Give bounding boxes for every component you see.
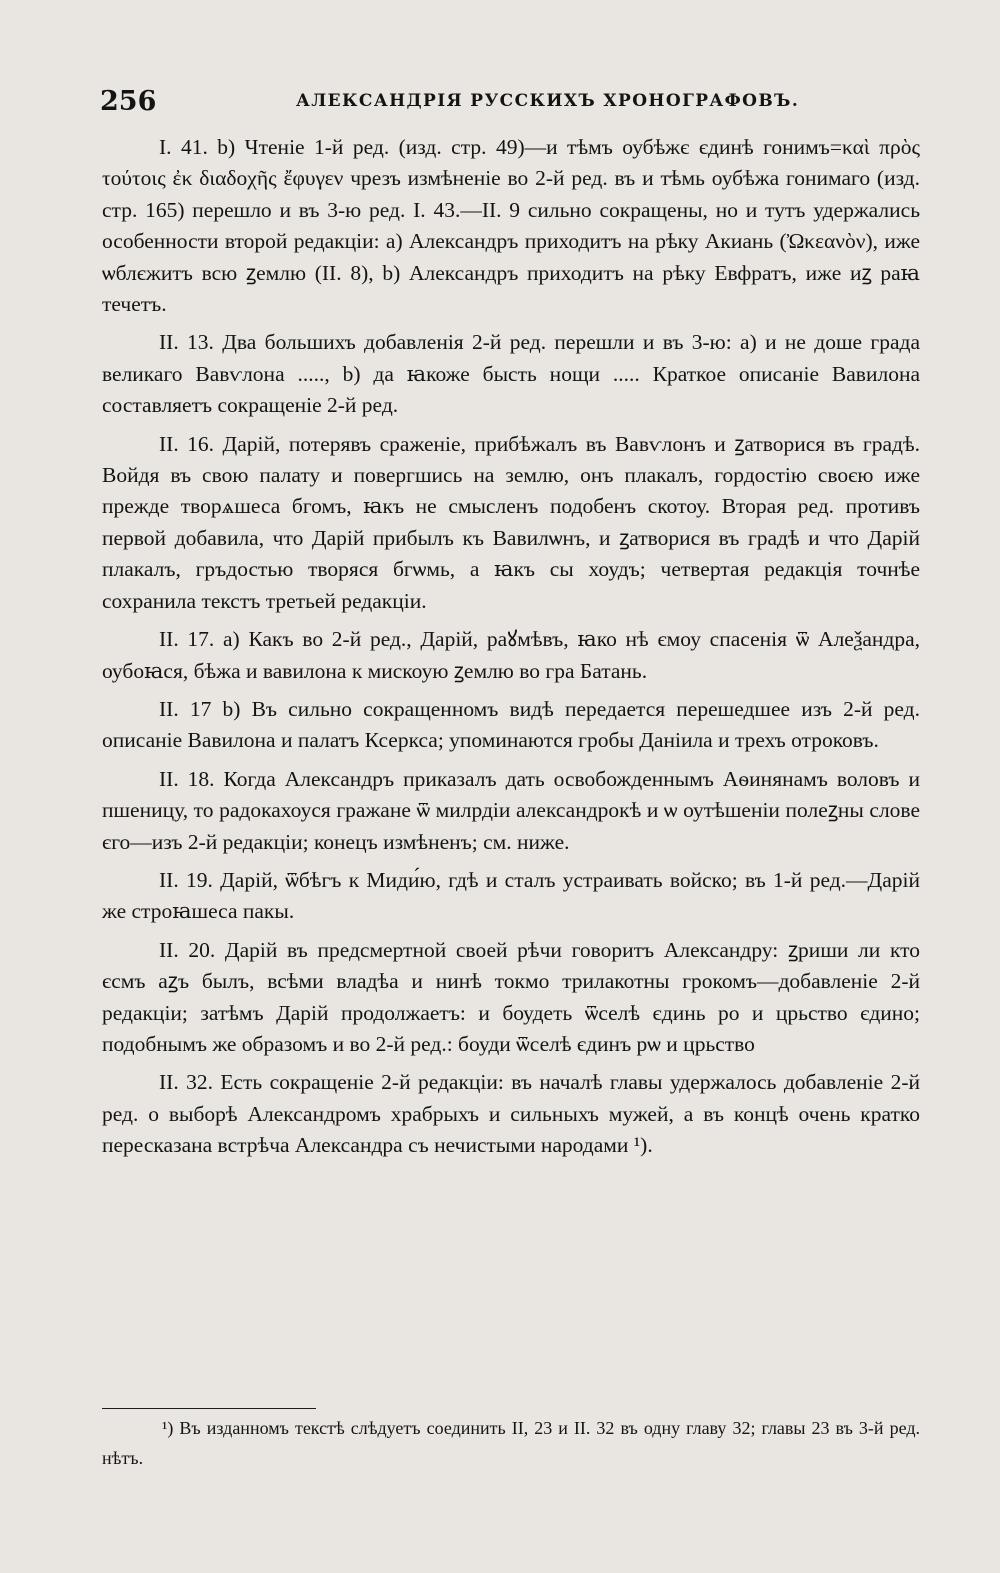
paragraph-i-41: I. 41. b) Чтеніе 1-й ред. (изд. стр. 49)—и тѣмъ оубѣжє єдинѣ гонимъ=καὶ πρὸς τούτοις ἐκ διαδοχῆς ἔφυγεν чрезъ измѣненіе во 2-й ред. въ и тѣмь оубѣжа гонимаго (изд. стр. 165) перешло и въ 3-ю ред. I. 43.—II. 9 сильно сокращены, но и тутъ удержались особенности второй редакціи: а) Александръ приходитъ на рѣку Акиань (Ὠκεανὸν), иже ѡблєжитъ всю ꙁемлю (II. 8), b) Александръ приходитъ на рѣку Евфратъ, иже иꙁ раꙗ течетъ. (102, 135, 920, 317)
paragraph-ii-32: II. 32. Есть сокращеніе 2-й редакціи: въ началѣ главы удержалось добавленіе 2-й ред. о выборѣ Александромъ храбрыхъ и сильныхъ мужей, а въ концѣ очень кратко пересказана встрѣча Александра съ нечистыми народами ¹). (102, 1070, 920, 1158)
footnotes (102, 1413, 920, 1473)
paragraph-ii-13: II. 13. Два большихъ добавленія 2-й ред. перешли и въ 3-ю: а) и не доше града великаго Вавѵлона ....., b) да ꙗкоже бысть нощи ..... Краткое описаніе Вавилона составляетъ сокращеніе 2-й ред. (102, 330, 920, 418)
paragraph-ii-17b: II. 17 b) Въ сильно сокращенномъ видѣ передается перешедшее изъ 2-й ред. описаніе Вавилона и палатъ Ксеркса; упоминаются гробы Даніила и трехъ отроковъ. (102, 696, 920, 753)
paragraph-ii-20: II. 20. Дарій въ предсмертной своей рѣчи говоритъ Александру: ꙁриши ли кто єсмъ аꙁъ былъ, всѣми владѣа и нинѣ токмо трилакотны грокомъ—добавленіе 2-й редакціи; затѣмъ Дарій продолжаетъ: и боудеть ѿселѣ єдинь ро и црьство єдино; подобнымъ же образомъ и во 2-й ред.: боуди ѿселѣ єдинъ рѡ и црьство (102, 937, 920, 1056)
paragraph-ii-17a: II. 17. а) Какъ во 2-й ред., Дарій, раꙋмѣвъ, ꙗко нѣ ємоу спасенія ѿ Алеѯандра, оубоꙗся, бѣжа и вавилона к мискоую ꙁемлю во гра Батань. (102, 627, 920, 683)
footnote-1: ¹) Въ изданномъ текстѣ слѣдуетъ соединить II, 23 и II. 32 въ одну главу 32; главы 23 въ 3-й ред. нѣтъ. (102, 1418, 920, 1468)
main-text (102, 132, 920, 1169)
paragraph-ii-19: II. 19. Дарій, ѿбѣгъ к Миди́ю, гдѣ и сталъ устраивать войско; въ 1-й ред.—Дарій же строꙗшеса пакы. (102, 867, 920, 924)
page-number: 256 (100, 86, 157, 117)
page-header (100, 86, 922, 122)
paragraph-ii-18: II. 18. Когда Александръ приказалъ дать освобожденнымъ Аѳинянамъ воловъ и пшеницу, то радокахоуся гражане ѿ милрдіи александрокѣ и ѡ оутѣшеніи полеꙁны слове єго—изъ 2-й редакціи; конецъ измѣненъ; см. ниже. (102, 766, 920, 854)
footnote-divider (102, 1408, 316, 1409)
paragraph-ii-16: II. 16. Дарій, потерявъ сраженіе, прибѣжалъ въ Вавѵлонъ и ꙁатворися въ градѣ. Войдя въ свою палату и повергшись на землю, онъ плакалъ, гордостію своєю иже прежде творѧшеса бгомъ, ꙗкъ не смысленъ подобенъ скотоу. Вторая ред. противъ первой добавила, что Дарій прибылъ къ Вавилѡнъ, и ꙁатворися въ градѣ и что Дарій плакалъ, гръдостью творяся бгѡмь, а ꙗкъ сы хоудъ; четвертая редакція точнѣе сохранила текстъ третьей редакціи. (102, 431, 920, 613)
running-head: АЛЕКСАНДРІЯ РУССКИХЪ ХРОНОГРАФОВЪ. (296, 91, 800, 111)
